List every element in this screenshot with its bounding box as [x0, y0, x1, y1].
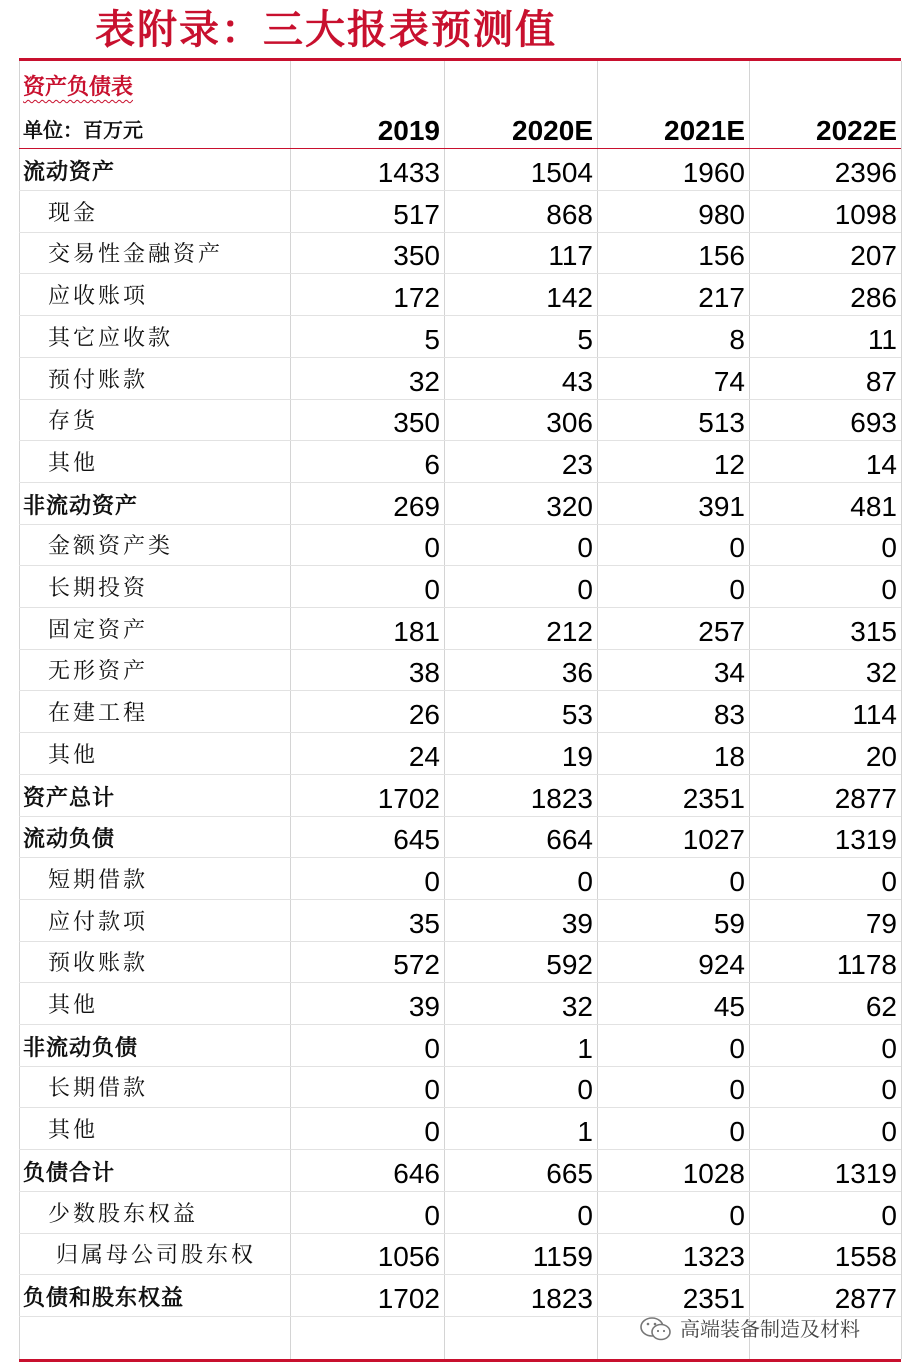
table-row	[19, 191, 901, 233]
table-row	[19, 858, 901, 900]
table-row	[19, 316, 901, 358]
cell-value: 74	[713, 365, 745, 397]
watermark	[640, 1315, 860, 1343]
year-header: 2022E	[816, 115, 897, 146]
cell-value: 0	[729, 1116, 745, 1148]
cell-value: 0	[729, 865, 745, 897]
table-row	[19, 1066, 901, 1108]
cell-value: 212	[546, 615, 593, 647]
cell-value: 315	[850, 615, 897, 647]
cell-value: 142	[546, 282, 593, 314]
cell-value: 87	[865, 365, 897, 397]
row-label: 长期投资	[48, 576, 149, 601]
top-divider	[19, 58, 901, 61]
row-label: 其他	[48, 742, 99, 768]
cell-value: 1098	[834, 198, 897, 230]
cell-value: 156	[698, 240, 745, 272]
cell-value: 32	[561, 991, 593, 1022]
cell-value: 53	[561, 699, 593, 731]
cell-value: 0	[424, 532, 440, 564]
cell-value: 0	[577, 532, 593, 564]
cell-value: 665	[546, 1157, 593, 1189]
row-label: 预收账款	[48, 951, 149, 977]
row-label: 在建工程	[48, 701, 149, 727]
cell-value: 481	[850, 490, 897, 522]
cell-value: 0	[577, 1074, 593, 1106]
unit-label: 单位：百万元	[23, 118, 143, 142]
table-row	[19, 524, 901, 566]
cell-value: 5	[424, 323, 440, 355]
row-label: 流动负债	[23, 826, 116, 853]
cell-value: 5	[577, 323, 593, 355]
cell-value: 39	[408, 991, 440, 1022]
table-header	[19, 110, 901, 149]
cell-value: 2396	[834, 157, 897, 188]
cell-value: 18	[713, 740, 745, 772]
cell-value: 1823	[530, 1282, 593, 1314]
section-title: 资产负债表	[23, 74, 134, 100]
table-row	[19, 149, 901, 191]
row-label: 存货	[48, 409, 99, 435]
cell-value: 114	[852, 699, 897, 731]
row-label: 负债和股东权益	[23, 1284, 185, 1311]
cell-value: 0	[729, 1032, 745, 1064]
table-row	[19, 399, 901, 441]
cell-value: 0	[881, 574, 897, 605]
cell-value: 1558	[834, 1241, 897, 1273]
table-row	[19, 900, 901, 942]
cell-value: 286	[850, 282, 897, 314]
cell-value: 0	[729, 1199, 745, 1231]
table-row	[19, 733, 901, 775]
cell-value: 572	[393, 949, 440, 981]
cell-value: 320	[546, 490, 593, 522]
row-label: 金额资产类	[48, 534, 174, 560]
cell-value: 181	[393, 615, 440, 647]
cell-value: 1319	[834, 824, 897, 856]
row-label: 负债合计	[23, 1159, 116, 1186]
cell-value: 391	[698, 490, 745, 522]
cell-value: 1702	[377, 1282, 440, 1314]
table-row	[19, 1233, 901, 1275]
cell-value: 83	[713, 699, 745, 731]
cell-value: 43	[561, 365, 593, 397]
cell-value: 1823	[530, 782, 593, 814]
cell-value: 0	[577, 1199, 593, 1231]
row-label: 预付账款	[48, 367, 149, 393]
cell-value: 980	[698, 198, 745, 230]
cell-value: 24	[408, 740, 440, 772]
cell-value: 2351	[682, 1282, 745, 1314]
cell-value: 1319	[834, 1157, 897, 1189]
table-row	[19, 566, 901, 608]
cell-value: 79	[865, 907, 897, 939]
cell-value: 36	[561, 657, 593, 689]
cell-value: 0	[881, 1074, 897, 1106]
cell-value: 0	[577, 865, 593, 897]
cell-value: 1433	[377, 157, 440, 188]
cell-value: 0	[424, 1116, 440, 1148]
table-row	[19, 775, 901, 817]
row-label: 少数股东权益	[48, 1201, 199, 1227]
cell-value: 1027	[682, 824, 745, 856]
cell-value: 350	[393, 240, 440, 272]
table-row	[19, 608, 901, 650]
cell-value: 8	[729, 323, 745, 355]
table-row	[19, 983, 901, 1025]
cell-value: 0	[881, 1116, 897, 1148]
cell-value: 513	[698, 407, 745, 439]
cell-value: 39	[561, 907, 593, 939]
cell-value: 34	[713, 657, 745, 689]
table-row	[19, 441, 901, 483]
cell-value: 2351	[682, 782, 745, 814]
cell-value: 0	[881, 865, 897, 897]
cell-value: 62	[865, 991, 897, 1022]
bottom-divider	[19, 1359, 901, 1362]
table-row	[19, 232, 901, 274]
cell-value: 646	[393, 1157, 440, 1189]
row-label: 其它应收款	[48, 325, 174, 351]
table-row	[19, 816, 901, 858]
cell-value: 0	[424, 865, 440, 897]
cell-value: 59	[713, 907, 745, 939]
row-label: 归属母公司股东权	[56, 1243, 257, 1269]
page-title: 表附录：三大报表预测值	[95, 7, 557, 53]
wechat-icon	[640, 1316, 672, 1342]
row-label: 固定资产	[48, 617, 149, 643]
cell-value: 26	[408, 699, 440, 731]
cell-value: 6	[424, 448, 440, 480]
cell-value: 257	[698, 615, 745, 647]
cell-value: 0	[881, 1199, 897, 1231]
row-label: 应付款项	[48, 909, 149, 935]
row-label: 短期借款	[48, 867, 149, 893]
row-label: 其他	[48, 993, 99, 1018]
table-row	[19, 274, 901, 316]
cell-value: 207	[850, 240, 897, 272]
cell-value: 0	[424, 1032, 440, 1064]
row-label: 其他	[48, 1118, 99, 1144]
table-row	[19, 1275, 901, 1317]
cell-value: 19	[561, 740, 593, 772]
cell-value: 20	[865, 740, 897, 772]
table-row	[19, 358, 901, 400]
table-row	[19, 691, 901, 733]
row-label: 应收账项	[48, 284, 149, 310]
cell-value: 172	[393, 282, 440, 314]
watermark-text: 高端装备制造及材料	[680, 1317, 860, 1341]
cell-value: 11	[867, 323, 897, 355]
row-label: 非流动资产	[23, 492, 139, 519]
row-label: 交易性金融资产	[48, 242, 224, 268]
cell-value: 45	[713, 991, 745, 1022]
row-label: 其他	[48, 450, 99, 476]
cell-value: 350	[393, 407, 440, 439]
cell-value: 0	[729, 1074, 745, 1106]
cell-value: 1323	[682, 1241, 745, 1273]
row-label: 长期借款	[48, 1076, 149, 1102]
row-label: 资产总计	[23, 784, 116, 811]
cell-value: 0	[729, 532, 745, 564]
cell-value: 645	[393, 824, 440, 856]
cell-value: 306	[546, 407, 593, 439]
table-row	[19, 483, 901, 525]
cell-value: 1	[577, 1032, 593, 1064]
cell-value: 0	[424, 574, 440, 605]
row-label: 现金	[48, 200, 99, 226]
cell-value: 12	[713, 448, 745, 480]
cell-value: 517	[393, 198, 440, 230]
cell-value: 592	[546, 949, 593, 981]
cell-value: 868	[546, 198, 593, 230]
cell-value: 1028	[682, 1157, 745, 1189]
cell-value: 32	[408, 365, 440, 397]
cell-value: 0	[577, 574, 593, 605]
cell-value: 1056	[377, 1241, 440, 1273]
row-label: 流动资产	[23, 159, 116, 185]
row-label: 非流动负债	[23, 1034, 139, 1061]
grid-line	[901, 61, 902, 1359]
cell-value: 2877	[834, 782, 897, 814]
row-label: 无形资产	[48, 659, 149, 685]
table-row	[19, 649, 901, 691]
cell-value: 35	[408, 907, 440, 939]
cell-value: 2877	[834, 1282, 897, 1314]
cell-value: 1960	[682, 157, 745, 188]
cell-value: 1702	[377, 782, 440, 814]
cell-value: 32	[865, 657, 897, 689]
year-header: 2021E	[664, 115, 745, 146]
cell-value: 693	[850, 407, 897, 439]
cell-value: 664	[546, 824, 593, 856]
cell-value: 1159	[532, 1241, 593, 1273]
cell-value: 924	[698, 949, 745, 981]
cell-value: 23	[561, 448, 593, 480]
table-row	[19, 1025, 901, 1067]
cell-value: 0	[881, 532, 897, 564]
year-header: 2020E	[512, 115, 593, 146]
cell-value: 14	[865, 448, 897, 480]
cell-value: 269	[393, 490, 440, 522]
year-header: 2019	[377, 115, 440, 146]
cell-value: 1178	[836, 949, 897, 981]
cell-value: 217	[698, 282, 745, 314]
table-row	[19, 1108, 901, 1150]
cell-value: 1504	[530, 157, 593, 188]
cell-value: 0	[424, 1074, 440, 1106]
cell-value: 117	[548, 240, 593, 272]
cell-value: 0	[424, 1199, 440, 1231]
table-row	[19, 941, 901, 983]
cell-value: 0	[881, 1032, 897, 1064]
cell-value: 38	[408, 657, 440, 689]
cell-value: 0	[729, 574, 745, 605]
cell-value: 1	[577, 1116, 593, 1148]
table-row	[19, 1192, 901, 1234]
table-row	[19, 1150, 901, 1192]
